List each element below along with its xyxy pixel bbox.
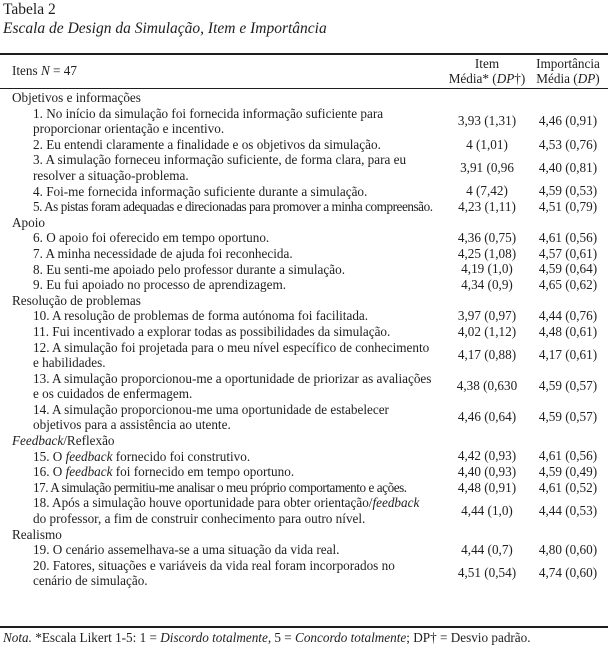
table-row [0,308,608,324]
row-importance-mean-sd: 4,40 (0,81) [538,160,598,176]
table-row [0,199,608,215]
row-item-text: 1. No início da simulação foi fornecida informação suficiente para proporcionar orientação e incentivo. [33,105,384,137]
table-row [0,480,608,496]
row-importance-mean-sd: 4,57 (0,61) [538,245,598,261]
header-importance-line1: Importância [536,56,600,71]
row-item-text: 13. A simulação proporcionou-me a oportunidade de priorizar as avaliações e os cuidados de enfermagem. [33,370,432,402]
row-item-mean-sd: 4,17 (0,88) [457,347,517,363]
table-row [0,106,608,137]
header-items-n: N [40,63,50,78]
row-importance-mean-sd: 4,48 (0,61) [538,323,598,339]
table-row [0,495,608,526]
row-item-text: 5. As pistas foram adequadas e direcionadas para promover a minha compreensão. [33,199,433,215]
row-item-mean-sd: 3,97 (0,97) [457,308,517,324]
row-item-mean-sd: 3,93 (1,31) [457,113,517,129]
header-items-prefix: Itens [12,63,41,78]
row-item-mean-sd: 3,91 (0,96 [460,160,514,176]
row-importance-mean-sd: 4,59 (0,49) [538,464,598,480]
row-importance-mean-sd: 4,44 (0,53) [538,503,598,519]
table-row [0,464,608,480]
table-row [0,246,608,262]
row-importance-mean-sd: 4,44 (0,76) [538,308,598,324]
row-item-mean-sd: 4,25 (1,08) [457,245,517,261]
header-items [12,63,77,79]
table-row [0,324,608,340]
row-importance-mean-sd: 4,59 (0,57) [538,378,598,394]
row-item-text: 8. Eu senti-me apoiado pelo professor durante a simulação. [33,261,346,277]
row-importance-mean-sd: 4,61 (0,56) [538,230,598,246]
row-item-text: 20. Fatores, situações e variáveis da vida real foram incorporados no cenário de simulação. [33,557,395,589]
row-item-mean-sd: 4,36 (0,75) [457,230,517,246]
table-row [0,542,608,558]
header-item-column [440,56,534,86]
row-importance-mean-sd: 4,59 (0,57) [538,409,598,425]
table-row [0,230,608,246]
row-item-mean-sd: 4 (1,01) [466,136,508,152]
row-item-text: 4. Foi-me fornecida informação suficiente durante a simulação. [33,183,368,199]
table-row [0,137,608,153]
row-item-mean-sd: 4 (7,42) [466,183,508,199]
row-item-mean-sd: 4,19 (1,0) [461,261,513,277]
table-row [0,402,608,433]
table-top-rule [0,53,608,55]
row-item-mean-sd: 4,23 (1,11) [458,199,516,215]
header-item-line2: Média* (DP†) [448,71,526,86]
row-item-text: 14. A simulação proporcionou-me uma oportunidade de estabelecer objetivos para a assistência ao utente. [33,401,389,433]
section-header: Realismo [12,526,62,542]
row-importance-mean-sd: 4,53 (0,76) [538,136,598,152]
row-item-mean-sd: 4,40 (0,93) [457,464,517,480]
row-importance-mean-sd: 4,59 (0,64) [538,261,598,277]
section-header: Resolução de problemas [12,292,141,308]
table-caption-label: Tabela 2 [3,1,56,18]
section-header: Feedback/Reflexão [12,433,115,449]
row-item-text: 2. Eu entendi claramente a finalidade e os objetivos da simulação. [33,136,381,152]
table-note: Nota. *Escala Likert 1-5: 1 = Discordo totalmente, 5 = Concordo totalmente; DP† = Desvio padrão. [3,630,531,645]
row-importance-mean-sd: 4,80 (0,60) [538,542,598,558]
row-item-text: 10. A resolução de problemas de forma autónoma foi facilitada. [33,308,369,324]
row-item-text: 18. Após a simulação houve oportunidade para obter orientação/feedback do professor, a fim de construir conhecimento para outro nível. [33,495,420,527]
row-importance-mean-sd: 4,65 (0,62) [538,277,598,293]
row-importance-mean-sd: 4,61 (0,56) [538,448,598,464]
row-item-text: 3. A simulação forneceu informação suficiente, de forma clara, para eu resolver a situação-problema. [33,152,407,183]
row-item-mean-sd: 4,02 (1,12) [457,323,517,339]
row-item-mean-sd: 4,42 (0,93) [457,448,517,464]
row-item-text: 15. O feedback fornecido foi construtivo. [33,448,251,464]
row-importance-mean-sd: 4,17 (0,61) [538,347,598,363]
table-body [0,90,608,589]
row-item-mean-sd: 4,38 (0,630 [456,378,518,394]
row-item-text: 7. A minha necessidade de ajuda foi reconhecida. [33,245,293,261]
table-row [0,277,608,293]
row-importance-mean-sd: 4,74 (0,60) [538,565,598,581]
header-importance-line2: Média (DP) [536,71,600,86]
table-row [0,558,608,589]
row-item-mean-sd: 4,46 (0,64) [457,409,517,425]
header-bottom-rule [0,88,608,89]
row-importance-mean-sd: 4,51 (0,79) [538,199,598,215]
table-row [0,184,608,200]
row-item-mean-sd: 4,44 (1,0) [461,503,513,519]
row-item-text: 11. Fui incentivado a explorar todas as possibilidades da simulação. [33,323,391,339]
row-item-mean-sd: 4,34 (0,9) [461,277,513,293]
row-importance-mean-sd: 4,46 (0,91) [538,113,598,129]
row-item-mean-sd: 4,48 (0,91) [457,479,517,495]
row-item-mean-sd: 4,44 (0,7) [461,542,513,558]
table-row [0,262,608,278]
section-header: Objetivos e informações [12,90,141,105]
table-caption-title: Escala de Design da Simulação, Item e Importância [3,20,327,37]
header-items-value: = 47 [49,63,77,78]
row-item-text: 16. O feedback foi fornecido em tempo oportuno. [33,464,295,480]
header-item-line1: Item [474,56,500,71]
row-item-text: 17. A simulação permitiu-me analisar o meu próprio comportamento e ações. [33,479,407,495]
table-row [0,340,608,371]
header-importance-column [528,56,608,86]
row-item-text: 6. O apoio foi oferecido em tempo oportuno. [33,230,270,246]
row-item-text: 19. O cenário assemelhava-se a uma situação da vida real. [33,542,340,558]
row-importance-mean-sd: 4,61 (0,52) [538,479,598,495]
table-row [0,449,608,465]
row-item-text: 12. A simulação foi projetada para o meu nível específico de conhecimento e habilidades. [33,339,430,371]
table-row [0,152,608,183]
row-item-mean-sd: 4,51 (0,54) [457,565,517,581]
table-row [0,371,608,402]
row-importance-mean-sd: 4,59 (0,53) [538,183,598,199]
table-bottom-rule [0,626,608,628]
row-item-text: 9. Eu fui apoiado no processo de aprendizagem. [33,277,287,293]
section-header: Apoio [12,214,45,230]
